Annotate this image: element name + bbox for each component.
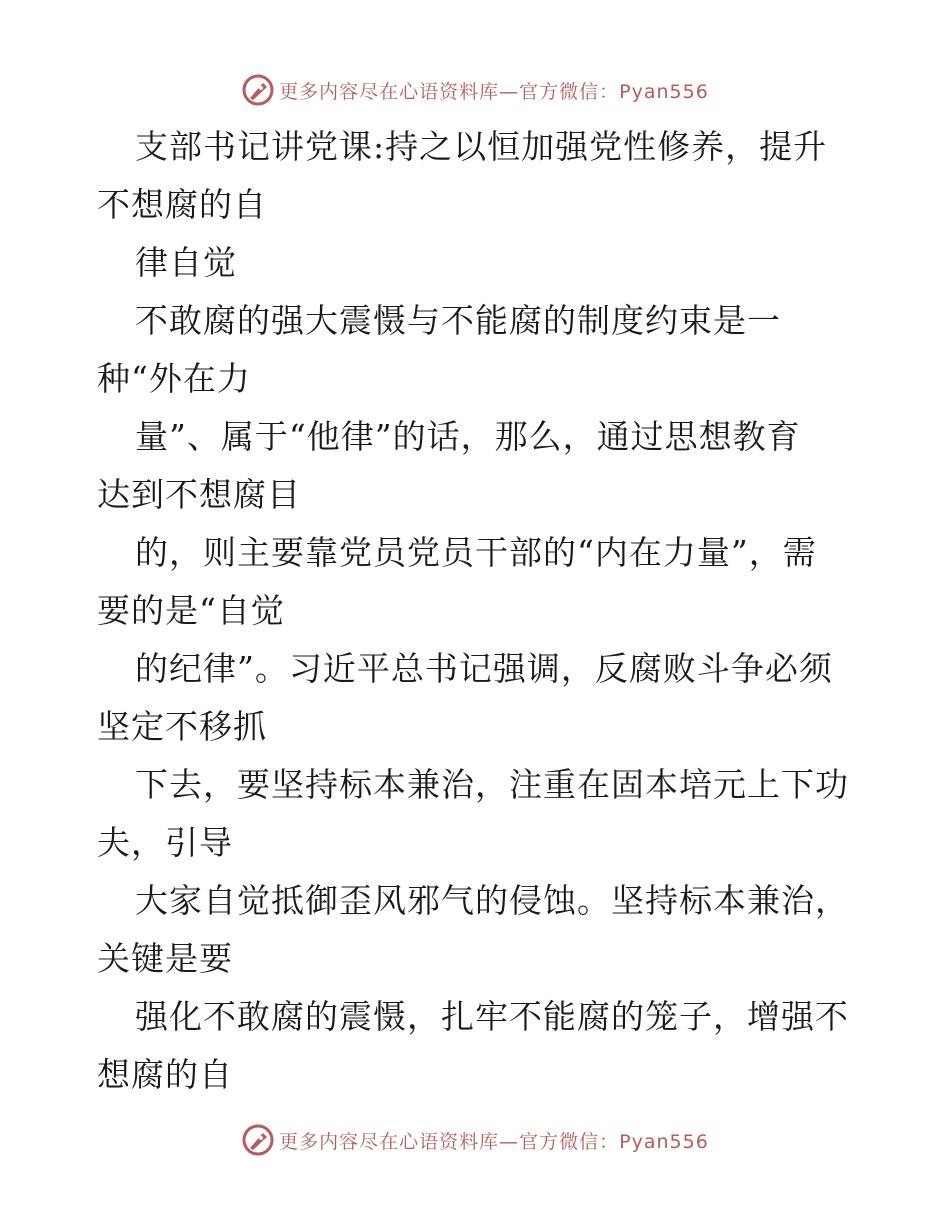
document-body [97, 118, 857, 1104]
pen-nib-circle-icon [241, 1123, 275, 1157]
text-line: 夫，引导 [97, 823, 233, 862]
text-line: 支部书记讲党课:持之以恒加强党性修养，提升 [135, 127, 828, 166]
text-line: 达到不想腐目 [97, 475, 301, 514]
watermark-text: 更多内容尽在心语资料库—官方微信：Pyan556 [279, 1130, 709, 1153]
text-line: 的，则主要靠党员党员干部的“内在力量”，需 [135, 533, 817, 572]
text-line: 的纪律”。习近平总书记强调，反腐败斗争必须 [135, 649, 833, 688]
text-line: 不想腐的自 [97, 185, 267, 224]
text-line: 下去，要坚持标本兼治，注重在固本培元上下功 [135, 765, 849, 804]
text-line: 量”、属于“他律”的话，那么，通过思想教育 [135, 417, 801, 456]
footer-watermark [0, 1120, 950, 1160]
text-line: 种“外在力 [97, 359, 251, 398]
text-line: 关键是要 [97, 939, 233, 978]
text-line: 律自觉 [135, 243, 237, 282]
text-line: 大家自觉抵御歪风邪气的侵蚀。坚持标本兼治， [135, 881, 849, 920]
watermark-text: 更多内容尽在心语资料库—官方微信：Pyan556 [279, 80, 709, 103]
text-line: 想腐的自 [97, 1055, 233, 1094]
text-line: 要的是“自觉 [97, 591, 285, 630]
header-watermark [0, 70, 950, 110]
pen-nib-circle-icon [241, 73, 275, 107]
text-line: 强化不敢腐的震慑，扎牢不能腐的笼子，增强不 [135, 997, 849, 1036]
text-line: 不敢腐的强大震慑与不能腐的制度约束是一 [135, 301, 781, 340]
text-line: 坚定不移抓 [97, 707, 267, 746]
